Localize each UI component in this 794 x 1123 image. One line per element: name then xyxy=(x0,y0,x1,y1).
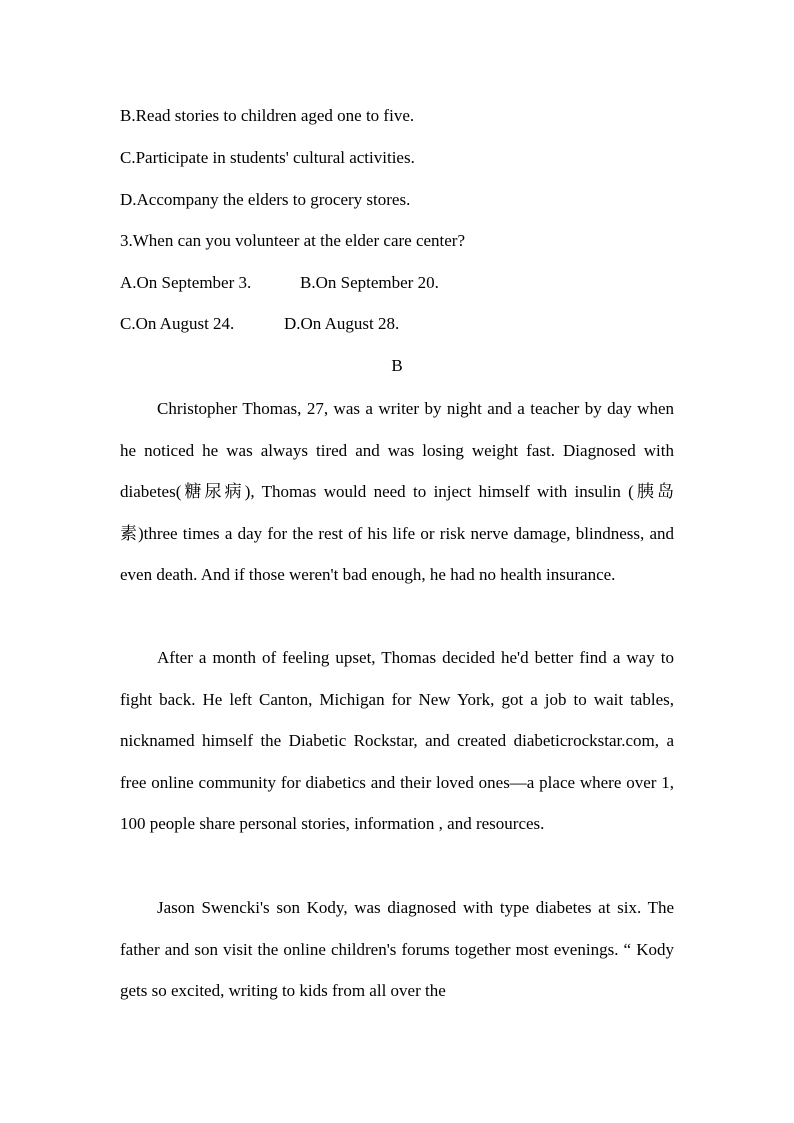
q3-option-b: B.On September 20. xyxy=(300,273,439,292)
section-label: B xyxy=(391,356,403,375)
q3-option-a: A.On September 3. xyxy=(120,273,252,292)
paragraph-3: Jason Swencki's son Kody, was diagnosed with type diabetes at six. The father and son visit the online children's forums together most evenings. “ Kody gets so excited, writing to kids from all over the xyxy=(120,898,674,1001)
q3-options-row-1 xyxy=(120,273,674,293)
q3-option-d: D.On August 28. xyxy=(284,314,400,333)
paragraph-1: Christopher Thomas, 27, was a writer by night and a teacher by day when he noticed he was always tired and was losing weight fast. Diagnosed with diabetes(糖尿病), Thomas would need to inject himself with insulin (胰岛素)three times a day for the rest of his life or risk nerve damage, blindness, and even death. And if those weren't bad enough, he had no health insurance. xyxy=(120,399,674,585)
q3-option-c: C.On August 24. xyxy=(120,314,235,333)
q3-stem: 3.When can you volunteer at the elder care center? xyxy=(120,231,466,250)
q2-option-b: B.Read stories to children aged one to five. xyxy=(120,106,415,125)
q3-options-row-2 xyxy=(120,314,674,334)
q2-option-c: C.Participate in students' cultural activities. xyxy=(120,148,415,167)
paragraph-2: After a month of feeling upset, Thomas decided he'd better find a way to fight back. He left Canton, Michigan for New York, got a job to wait tables, nicknamed himself the Diabetic Rockstar, and created diabeticrockstar.com, a free online community for diabetics and their loved ones—a place where over 1, 100 people share personal stories, information , and resources. xyxy=(120,648,674,834)
q2-option-d: D.Accompany the elders to grocery stores. xyxy=(120,190,411,209)
document-page xyxy=(120,0,674,1123)
